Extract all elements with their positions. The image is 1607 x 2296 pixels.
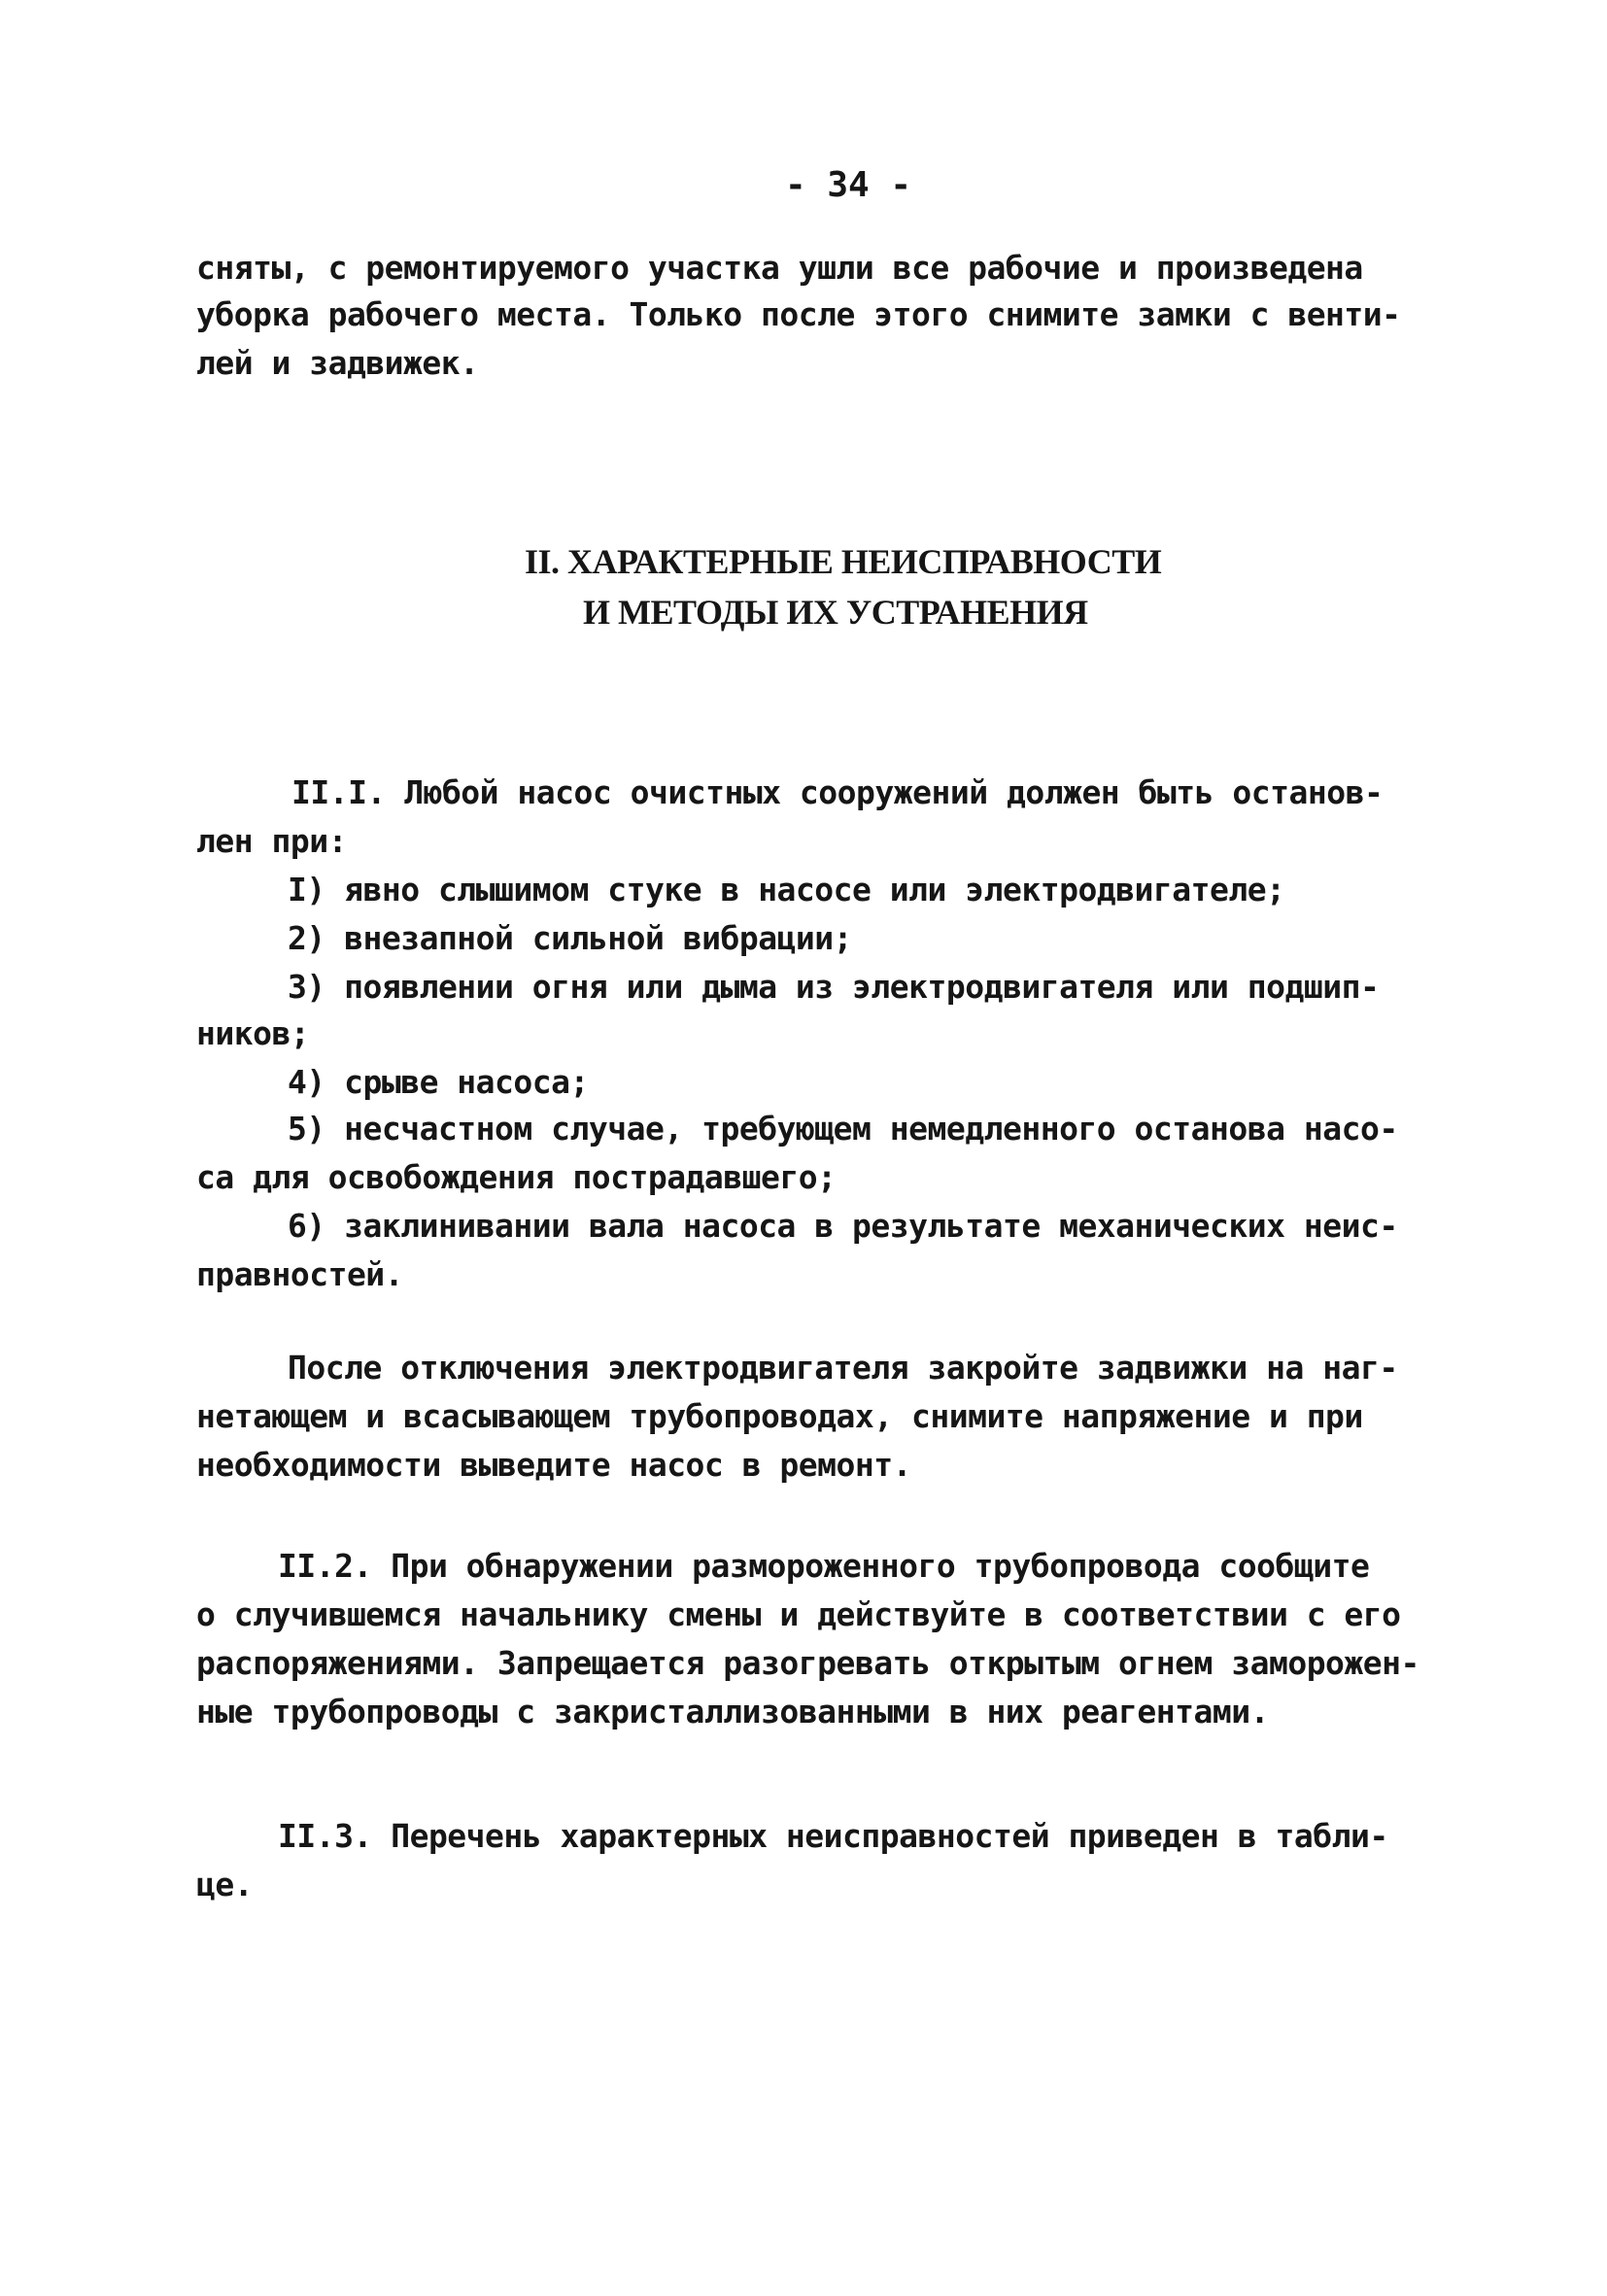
list-item: 5) несчастном случае, требующем немедленного останова насо- [288, 1110, 1398, 1148]
section-title: II. ХАРАКТЕРНЫЕ НЕИСПРАВНОСТИ [525, 542, 1162, 581]
text-line: правностей. [196, 1255, 404, 1293]
text-line: необходимости выведите насос в ремонт. [196, 1446, 911, 1484]
list-item: I) явно слышимом стуке в насосе или электродвигателе; [288, 871, 1285, 908]
list-item: 6) заклинивании вала насоса в результате механических неис- [288, 1207, 1398, 1245]
page-number: - 34 - [785, 165, 912, 205]
list-item: 2) внезапной сильной вибрации; [288, 919, 853, 957]
text-line: лей и задвижек. [196, 344, 479, 382]
list-item: 3) появлении огня или дыма из электродвигателя или подшип- [288, 968, 1380, 1006]
text-line: це. [196, 1866, 254, 1903]
text-line: са для освобождения пострадавшего; [196, 1158, 837, 1196]
text-line: сняты, с ремонтируемого участка ушли все рабочие и произведена [196, 249, 1363, 287]
section-title: И МЕТОДЫ ИХ УСТРАНЕНИЯ [583, 593, 1088, 632]
text-line: II.I. Любой насос очистных сооружений должен быть останов- [291, 773, 1384, 811]
text-line: о случившемся начальнику смены и действуйте в соответствии с его [196, 1595, 1401, 1633]
text-line: распоряжениями. Запрещается разогревать открытым огнем заморожен- [196, 1644, 1419, 1682]
text-line: ные трубопроводы с закристаллизованными в них реагентами. [196, 1693, 1269, 1731]
list-item: 4) срыве насоса; [288, 1063, 589, 1101]
text-line: II.3. Перечень характерных неисправностей приведен в табли- [278, 1817, 1388, 1855]
text-line: лен при: [196, 822, 347, 860]
text-line: уборка рабочего места. Только после этого снимите замки с венти- [196, 295, 1401, 333]
text-line: После отключения электродвигателя закройте задвижки на наг- [288, 1349, 1398, 1387]
text-line: нетающем и всасывающем трубопроводах, снимите напряжение и при [196, 1397, 1363, 1435]
text-line: II.2. При обнаружении размороженного трубопровода сообщите [278, 1547, 1370, 1585]
text-line: ников; [196, 1014, 310, 1052]
